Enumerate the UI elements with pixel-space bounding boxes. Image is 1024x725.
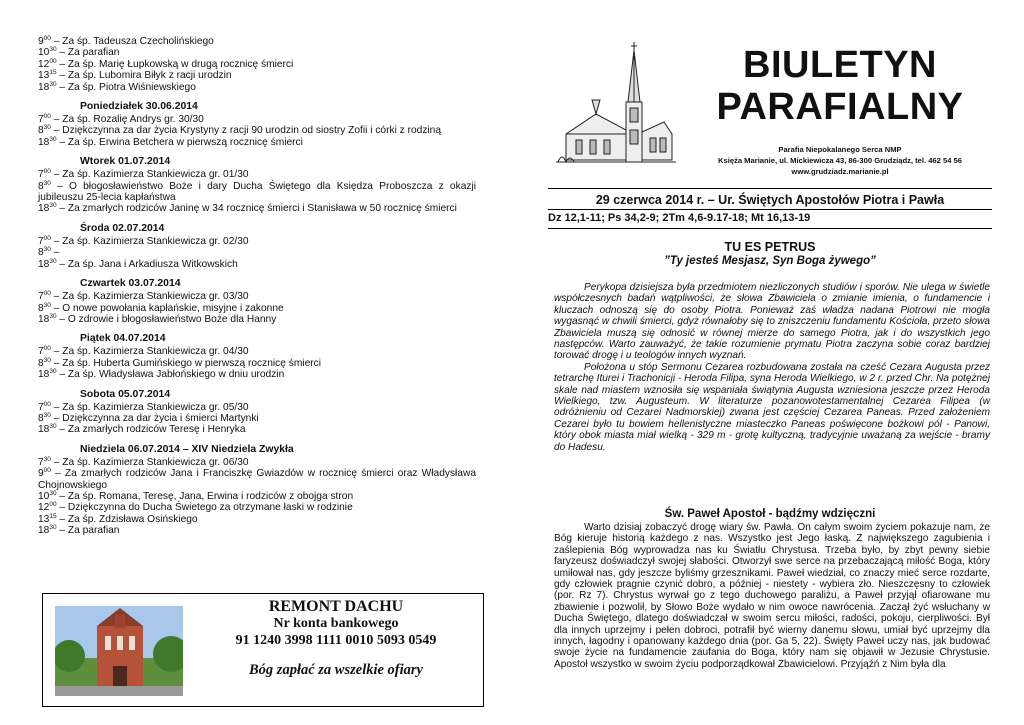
mass-hour: 8 [38,247,44,259]
mass-minute: 30 [43,246,51,254]
mass-entry [38,47,476,58]
mass-entry [38,502,476,513]
mass-minute: 30 [49,368,57,376]
mass-entry [38,137,476,148]
mass-intention: – Za śp. Kazimierza Stankiewicza gr. 05/30 [53,401,249,413]
mass-entry [38,59,476,70]
mass-intention: – Za parafian [59,525,120,537]
divider-top [548,188,992,189]
mass-minute: 00 [43,290,51,298]
mass-entry [38,82,476,93]
bank-account-number: 91 1240 3998 1111 0010 5093 0549 [235,633,437,648]
mass-intention: – Za śp. Huberta Gumińskiego w pierwszą rocznicę śmierci [53,357,321,369]
article-1-paragraph: Położona u stóp Sermonu Cezarea rozbudowana została na cześć Cezara Augusta przez tetrarchę Iturei i Trachonicji - Heroda Filipa, syna Heroda Wielkiego, w 2 r. przed Chr. Na potężnej skale nad miastem wznosiła się wspaniała świątynia Augusta wzniesiona jeszcze przez Heroda Wielkiego, tzw. Augusteum. W literaturze pozanowotestamentalnej Cezarea Filipea (w odróżnieniu od Cezarei Nadmorskiej) zwana jest częściej Cezarea Paneas. Przed założeniem Cezarei było tu bowiem hellenistyczne miasteczko Paneas poświęcone bożkowi pól - Panowi, który obok miasta miał wielką - 329 m - grotę kultyczną, tradycyjnie uważaną za wejście - bramy do Hadesu. [554,361,990,453]
mass-entry [38,169,476,180]
mass-hour: 7 [38,114,44,126]
divider-bottom [548,228,992,229]
mass-intention: – [53,247,60,259]
mass-intention: – O zdrowie i błogosławieństwo Boże dla Hanny [59,313,277,325]
mass-entry [38,291,476,302]
day-heading: Wtorek 01.07.2014 [80,156,171,168]
mass-minute: 15 [49,69,57,77]
box-title: REMONT DACHU [268,598,404,615]
mass-hour: 7 [38,169,44,181]
mass-minute: 30 [49,80,57,88]
mass-entry [38,114,476,125]
mass-hour: 10 [38,490,50,502]
mass-intention: – Dziękczynna za dar życia i śmierci Martynki [53,412,259,424]
mass-minute: 30 [49,202,57,210]
parish-website: www.grudziadz.marianie.pl [791,167,889,176]
mass-hour: 8 [38,125,44,137]
mass-hour: 18 [38,424,50,436]
mass-entry [38,303,476,314]
mass-intention: – Za zmarłych rodziców Janinę w 34 rocznicę śmierci i Stanisława w 50 rocznicę śmierci [59,203,457,215]
mass-hour: 8 [38,180,44,192]
church-drawing [556,42,676,172]
mass-hour: 7 [38,401,44,413]
mass-entry [38,358,476,369]
mass-minute: 30 [49,489,57,497]
roof-repair-box [42,593,484,707]
mass-entry [38,247,476,258]
article-2-body [554,522,990,670]
mass-intention: – Za śp. Władysława Jabłońskiego w dniu urodzin [59,369,285,381]
mass-entry [38,181,476,204]
mass-intention: – Za zmarłych rodziców Teresę i Henryka [59,424,246,436]
mass-minute: 30 [43,455,51,463]
mass-intention: – Za śp. Rozalię Andrys gr. 30/30 [53,114,204,126]
mass-minute: 00 [49,57,57,65]
mass-hour: 13 [38,513,50,525]
mass-minute: 00 [43,35,51,42]
mass-hour: 8 [38,357,44,369]
mass-minute: 30 [43,356,51,364]
mass-intention: – Za śp. Romana, Teresę, Jana, Erwina i rodziców z obojga stron [59,490,354,502]
mass-intention: – Za śp. Kazimierza Stankiewicza gr. 02/30 [53,235,249,247]
mass-intention: – O nowe powołania kapłańskie, misyjne i zakonne [53,302,284,314]
mass-minute: 00 [43,467,51,475]
mass-intention: – Za parafian [59,47,120,59]
mass-entry [38,369,476,380]
mass-hour: 12 [38,502,50,514]
mass-hour: 9 [38,36,44,47]
mass-intention: – Za śp. Lubomira Biłyk z racji urodzin [59,70,232,82]
parish-name: Parafia Niepokalanego Serca NMP [778,145,902,154]
mass-minute: 00 [49,501,57,509]
day-heading: Czwartek 03.07.2014 [80,278,181,290]
article-1-subheading: ”Ty jesteś Mesjasz, Syn Boga żywego” [664,255,876,267]
mass-intention: – Za śp. Kazimierza Stankiewicza gr. 06/30 [53,456,249,468]
mass-minute: 00 [43,234,51,242]
mass-entry [38,314,476,325]
article-1-heading: TU ES PETRUS [724,240,816,254]
donation-text [193,597,479,679]
mass-hour: 8 [38,412,44,424]
mass-minute: 30 [49,312,57,320]
divider-middle [548,209,992,210]
mass-entry [38,457,476,468]
mass-entry [38,468,476,491]
mass-minute: 00 [43,113,51,121]
parish-info [660,144,1020,177]
liturgy-readings: Dz 12,1-11; Ps 34,2-9; 2Tm 4,6-9.17-18; Mt 16,13-19 [548,212,811,224]
mass-hour: 18 [38,369,50,381]
mass-hour: 8 [38,302,44,314]
mass-intention: – Za śp. Kazimierza Stankiewicza gr. 01/30 [53,169,249,181]
mass-minute: 30 [49,524,57,532]
mass-hour: 10 [38,47,50,59]
mass-minute: 30 [49,135,57,143]
day-heading: Piątek 04.07.2014 [80,333,166,345]
title-line-1: BIULETYN [743,44,937,86]
mass-hour: 18 [38,313,50,325]
mass-minute: 15 [49,512,57,520]
mass-schedule [38,36,476,537]
parish-address: Księża Marianie, ul. Mickiewicza 43, 86-300 Grudziądz, tel. 462 54 56 [718,156,962,165]
mass-intention: – Za śp. Kazimierza Stankiewicza gr. 04/30 [53,346,249,358]
mass-entry [38,259,476,270]
mass-intention: – Dziękczynna za dar życia Krystyny z racji 90 urodzin od siostry Zofii i córki z rodziną [53,125,442,137]
mass-hour: 18 [38,258,50,270]
mass-intention: – Za śp. Zdzisława Osińskiego [59,513,198,525]
mass-hour: 18 [38,525,50,537]
mass-hour: 7 [38,291,44,303]
mass-entry [38,36,476,47]
mass-intention: – Dziękczynna do Ducha Świetego za otrzymane łaski w rodzinie [59,502,353,514]
mass-entry [38,70,476,81]
mass-intention: – O błogosławieństwo Boże i dary Ducha Świętego dla Księdza Proboszcza z okazji jubileuszu 25-lecia kapłaństwa [38,180,476,204]
mass-intention: – Za śp. Erwina Betchera w pierwszą rocznicę śmierci [59,136,303,148]
mass-entry [38,491,476,502]
day-heading: Środa 02.07.2014 [80,222,165,234]
mass-hour: 13 [38,70,50,82]
mass-minute: 00 [43,168,51,176]
mass-hour: 7 [38,456,44,468]
mass-entry [38,203,476,214]
box-subtitle: Nr konta bankowego [273,616,399,631]
mass-intention: – Za śp. Tadeusza Czecholińskiego [53,36,214,47]
day-heading: Poniedziałek 30.06.2014 [80,101,198,113]
mass-entry [38,402,476,413]
mass-intention: – Za zmarłych rodziców Jana i Franciszkę Gwiazdów w rocznicę śmierci oraz Władysława Chojnowskiego [38,468,476,491]
title-line-2: PARAFIALNY [716,86,964,128]
mass-entry [38,514,476,525]
mass-entry [38,424,476,435]
mass-hour: 12 [38,58,50,70]
mass-entry [38,125,476,136]
date-line: 29 czerwca 2014 r. – Ur. Świętych Apostołów Piotra i Pawła [595,193,945,207]
mass-minute: 30 [43,411,51,419]
mass-intention: – Za śp. Jana i Arkadiusza Witkowskich [59,258,238,270]
mass-minute: 30 [49,423,57,431]
article-1-paragraph: Perykopa dzisiejsza była przedmiotem niezliczonych studiów i sporów. Nie ulega w świetle współczesnych badań wątpliwości, że słowa Zbawiciela o zmianie imienia, o fundamencie i kluczach odnoszą się do osoby Piotra. Ponieważ zaś władza nadana Piotrowi nie mogła wygasnąć w chwili śmierci, gdyż równałoby się to zniszczeniu fundamentu Kościoła, przeto słowa Zbawiciela muszą się odnosić w równej mierze do samego Piotra, jak i do wszystkich jego następców. Warto zauważyć, że takie rozumienie prymatu Piotra zaczyna sobie coraz bardziej torować drogę i u teologów innych wyznań. [554,282,990,362]
mass-intention: – Za śp. Piotra Wiśniewskiego [59,81,196,93]
mass-minute: 00 [43,400,51,408]
mass-minute: 30 [43,301,51,309]
sunday-masses [38,36,476,93]
article-2-heading: Św. Paweł Apostoł - bądźmy wdzięczni [664,508,876,520]
mass-entry [38,525,476,536]
box-thanks: Bóg zapłać za wszelkie ofiary [249,662,423,678]
mass-hour: 7 [38,235,44,247]
article-2-paragraph: Warto dzisiaj zobaczyć drogę wiary św. Pawła. On całym swoim życiem pokazuje nam, że Bóg kieruje historią każdego z nas. Wszystko jest Jego łaską. Z największego zagubienia i zaślepienia Bóg wyprowadza nas ku Światłu Chrystusa. Trzeba było, by zbyt pewny siebie faryzeusz doświadczył swojej słabości. Otworzył swe serce na przebaczającą miłość Boga, który umiłował nas, gdy jeszcze byliśmy grzesznikami. Paweł wiedział, co znaczy mieć serce rozdarte, gdy człowiek pragnie czynić dobro, a później - niestety - wybiera zło. Nieszczęsny to człowiek (por. Rz 7). Chrystus wyrwał go z tego duchowego paraliżu, a Paweł przyjął ofiarowane mu zbawienie i pozwolił, by Słowo Boże wydało w nim owoce nawrócenia. Zaczął żyć wsłuchany w Ducha Świętego, dlatego doświadczał w swoim sercu miłości, radości, pokoju, cierpliwości. Był dla innych uprzejmy i pełen dobroci, potrafił być wierny danemu słowu, umiał być uprzejmy dla innych, łagodny i opanowany każdego dnia (por. Ga 5, 22). Święty Paweł uczy nas, jak budować swoje życie na fundamencie zaufania do Boga, który nam się objawił w Jezusie Chrystusie. Apostoł wszystko w swoim życiu podporządkował Zbawicielowi. Przyjąźń z Nim była dla [554,522,990,670]
mass-entry [38,236,476,247]
church-photo [55,606,183,696]
mass-hour: 7 [38,346,44,358]
mass-minute: 00 [43,345,51,353]
mass-intention: – Za śp. Kazimierza Stankiewicza gr. 03/30 [53,291,249,303]
mass-hour: 18 [38,203,50,215]
day-heading: Niedziela 06.07.2014 – XIV Niedziela Zwykła [80,443,294,455]
mass-hour: 18 [38,136,50,148]
mass-intention: – Za śp. Marię Łupkowską w drugą rocznicę śmierci [59,58,294,70]
mass-minute: 30 [49,257,57,265]
bulletin-title [690,44,990,128]
mass-hour: 18 [38,81,50,93]
weekday-masses [38,101,476,537]
day-heading: Sobota 05.07.2014 [80,388,171,400]
article-1-body [554,282,990,453]
mass-minute: 30 [49,46,57,54]
mass-minute: 30 [43,179,51,187]
mass-minute: 30 [43,124,51,132]
mass-entry [38,413,476,424]
mass-entry [38,346,476,357]
mass-hour: 9 [38,468,44,480]
